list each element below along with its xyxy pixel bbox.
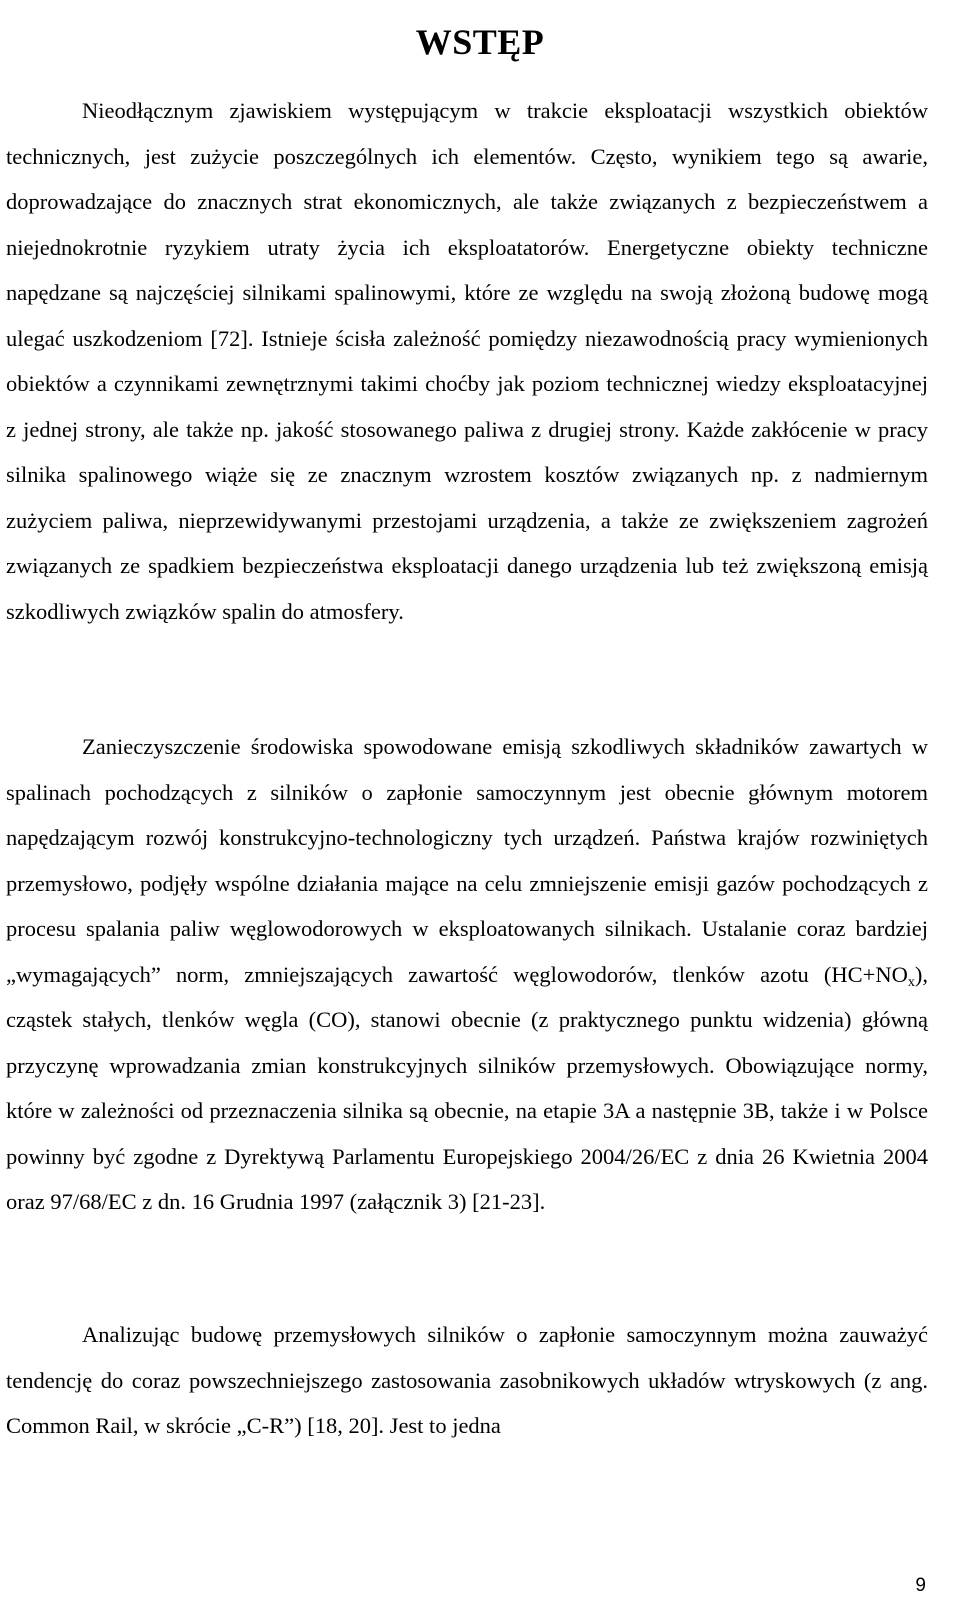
subscript-x: x bbox=[907, 974, 915, 990]
page-title: WSTĘP bbox=[415, 22, 545, 63]
body-section-3 bbox=[6, 1312, 928, 1449]
page-number: 9 bbox=[915, 1575, 926, 1596]
paragraph-common-rail: Analizując budowę przemysłowych silników o zapłonie samoczynnym można zauważyć tendencję do coraz powszechniejszego zastosowania zasobnikowych układów wtryskowych (z ang. Common Rail, w skrócie „C-R”) [18, 20]. Jest to jedna bbox=[6, 1322, 928, 1438]
body-section-1 bbox=[6, 88, 928, 634]
paragraph-intro: Nieodłącznym zjawiskiem występującym w trakcie eksploatacji wszystkich obiektów technicznych, jest zużycie poszczególnych ich elementów. Często, wynikiem tego są awarie, doprowadzające do znacznych strat ekonomicznych, ale także związanych z bezpieczeństwem a niejednokrotnie ryzykiem utraty życia ich eksploatatorów. Energetyczne obiekty techniczne napędzane są najczęściej silnikami spalinowymi, które ze względu na swoją złożoną budowę mogą ulegać uszkodzeniom [72]. Istnieje ścisła zależność pomiędzy niezawodnością pracy wymienionych obiektów a czynnikami zewnętrznymi takimi choćby jak poziom technicznej wiedzy eksploatacyjnej z jednej strony, ale także np. jakość stosowanego paliwa z drugiej strony. Każde zakłócenie w pracy silnika spalinowego wiąże się ze znacznym wzrostem kosztów związanych np. z nadmiernym zużyciem paliwa, nieprzewidywanymi przestojami urządzenia, a także ze zwiększeniem zagrożeń związanych ze spadkiem bezpieczeństwa eksploatacji danego urządzenia lub też zwiększoną emisją szkodliwych związków spalin do atmosfery. bbox=[6, 98, 928, 624]
paragraph-emissions bbox=[6, 724, 928, 1225]
body-section-2 bbox=[6, 724, 928, 1225]
paragraph-emissions-text-b: ), cząstek stałych, tlenków węgla (CO), stanowi obecnie (z praktycznego punktu widzenia) główną przyczynę wprowadzania zmian konstrukcyjnych silników przemysłowych. Obowiązujące normy, które w zależności od przeznaczenia silnika są obecnie, na etapie 3A a następnie 3B, także i w Polsce powinny być zgodne z Dyrektywą Parlamentu Europejskiego 2004/26/EC z dnia 26 Kwietnia 2004 oraz 97/68/EC z dn. 16 Grudnia 1997 (załącznik 3) [21-23]. bbox=[6, 961, 928, 1214]
paragraph-emissions-text-a: Zanieczyszczenie środowiska spowodowane emisją szkodliwych składników zawartych w spalinach pochodzących z silników o zapłonie samoczynnym jest obecnie głównym motorem napędzającym rozwój konstrukcyjno-technologiczny tych urządzeń. Państwa krajów rozwiniętych przemysłowo, podjęły wspólne działania mające na celu zmniejszenie emisji gazów pochodzących z procesu spalania paliw węglowodorowych w eksploatowanych silnikach. Ustalanie coraz bardziej „wymagających” norm, zmniejszających zawartość węglowodorów, tlenków azotu (HC+NO bbox=[6, 734, 928, 987]
